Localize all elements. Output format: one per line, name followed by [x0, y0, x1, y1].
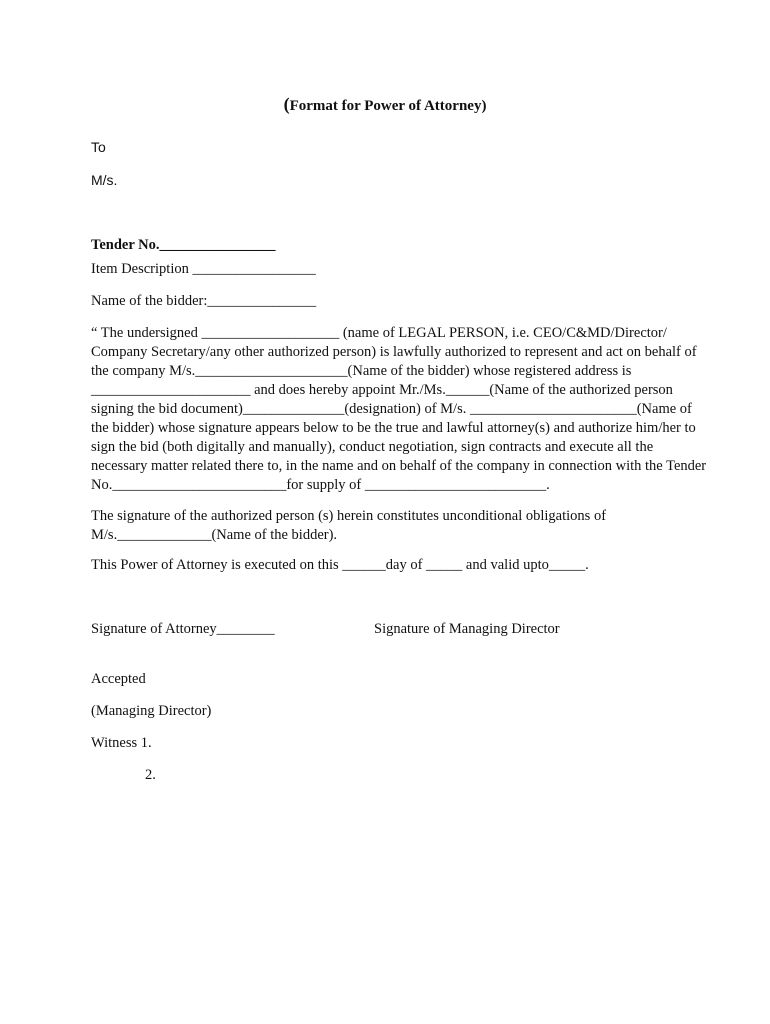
title-open-paren: (: [283, 94, 290, 114]
paragraph-line: the bidder) whose signature appears below to be the true and lawful attorney(s) and authorize him/her to: [91, 420, 696, 436]
paragraph-line: ______________________ and does hereby appoint Mr./Ms.______(Name of the authorized person: [91, 382, 673, 398]
execution-line: This Power of Attorney is executed on this ______day of _____ and valid upto_____.: [91, 557, 589, 573]
accepted-label: Accepted: [91, 671, 146, 687]
title-text: Format for Power of Attorney): [289, 98, 487, 114]
paragraph-line: necessary matter related there to, in the name and on behalf of the company in connection with the Tender: [91, 458, 707, 474]
paragraph-line: signing the bid document)______________(designation) of M/s. _______________________(Name of: [91, 401, 692, 417]
signature-managing-director: Signature of Managing Director: [374, 621, 560, 637]
item-description: Item Description _________________: [91, 261, 316, 277]
paragraph-line: M/s._____________(Name of the bidder).: [91, 527, 338, 543]
paragraph-line: the company M/s._____________________(Name of the bidder) whose registered address is: [91, 363, 632, 379]
paragraph-line: Company Secretary/any other authorized person) is lawfully authorized to represent and act on behalf of: [91, 344, 697, 360]
addressee-to: To: [91, 139, 106, 155]
managing-director-label: (Managing Director): [91, 703, 212, 719]
witness-1: Witness 1.: [91, 735, 152, 751]
paragraph-line: sign the bid (both digitally and manually), conduct negotiation, sign contracts and execute all the: [91, 439, 654, 455]
signature-attorney: Signature of Attorney________: [91, 621, 275, 637]
addressee-ms: M/s.: [91, 172, 118, 188]
obligation-paragraph: [91, 507, 606, 545]
paragraph-line: No.________________________for supply of _________________________.: [91, 477, 550, 493]
authorization-paragraph: [91, 324, 706, 495]
page-title: [0, 94, 770, 115]
paragraph-line: “ The undersigned ___________________ (name of LEGAL PERSON, i.e. CEO/C&MD/Director/: [91, 325, 667, 341]
witness-2: 2.: [145, 767, 156, 783]
tender-number: Tender No.________________: [91, 237, 276, 253]
bidder-name: Name of the bidder:_______________: [91, 293, 317, 309]
paragraph-line: The signature of the authorized person (s) herein constitutes unconditional obligations of: [91, 508, 607, 524]
